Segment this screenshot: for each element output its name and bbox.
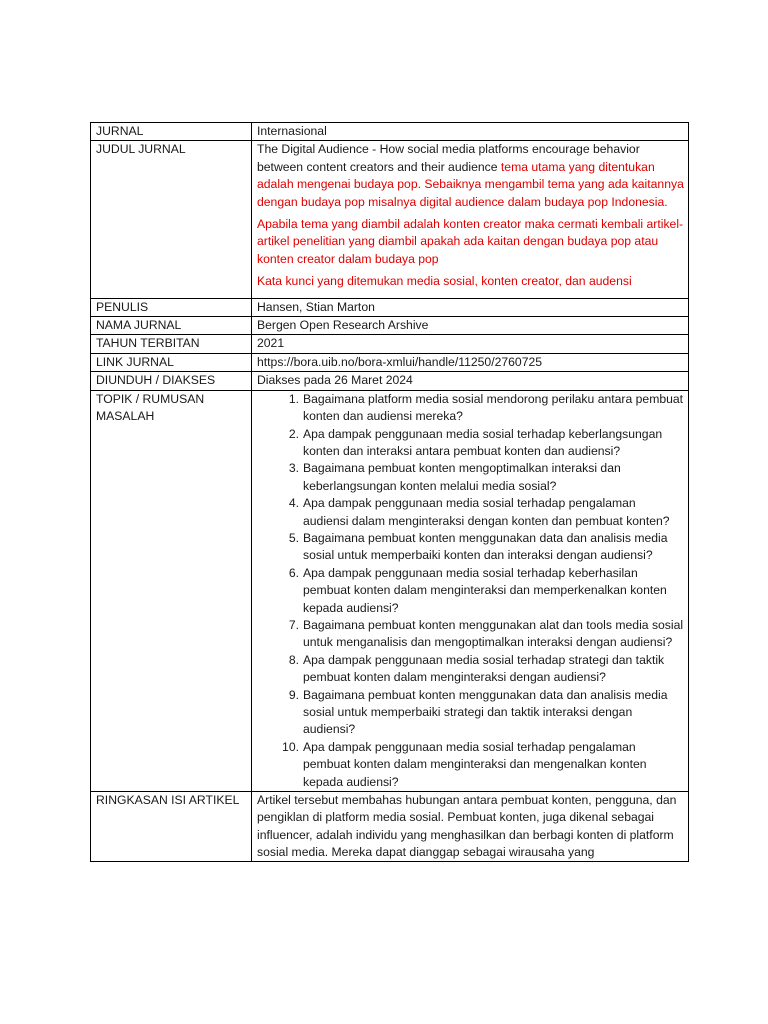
row-nama-jurnal: [91, 317, 689, 335]
reviewer-comment-3: Kata kunci yang ditemukan media sosial, konten creator, dan audensi: [257, 274, 632, 289]
journal-title-text: The Digital Audience - How social media platforms encourage behavior between content creators and their audience: [257, 142, 640, 174]
row-ringkasan-isi-artikel: [91, 792, 689, 862]
list-item-text: Apa dampak penggunaan media sosial terhadap keberlangsungan konten dan interaksi antara pembuat konten dan audiensi?: [303, 426, 663, 458]
row-penulis: [91, 298, 689, 316]
research-question-list: [257, 391, 684, 791]
list-item-number: 1.: [288, 391, 299, 406]
list-item: [257, 495, 684, 530]
list-item: [257, 391, 684, 426]
journal-review-table: [90, 122, 689, 862]
value-jurnal: Internasional: [252, 123, 689, 141]
list-item-text: Bagaimana pembuat konten menggunakan data dan analisis media sosial untuk memperbaiki strategi dan taktik interaksi dengan audiensi?: [303, 687, 668, 737]
value-tahun-terbitan: 2021: [252, 335, 689, 353]
reviewer-comment-2: Apabila tema yang diambil adalah konten creator maka cermati kembali artikel-artikel penelitian yang diambil apakah ada kaitan dengan budaya pop atau konten creator dalam budaya pop: [257, 217, 684, 266]
list-item-text: Bagaimana pembuat konten mengoptimalkan interaksi dan keberlangsungan konten melalui media sosial?: [303, 461, 621, 493]
label-nama-jurnal: NAMA JURNAL: [91, 317, 252, 335]
list-item-number: 2.: [288, 426, 299, 441]
list-item-text: Apa dampak penggunaan media sosial terhadap keberhasilan pembuat konten dalam menginteraksi dan memperkenalkan konten kepada audiensi?: [303, 565, 667, 615]
label-link-jurnal: LINK JURNAL: [91, 353, 252, 371]
list-item-text: Apa dampak penggunaan media sosial terhadap strategi dan taktik pembuat konten dalam menginteraksi dengan audiensi?: [303, 652, 665, 685]
list-item-text: Bagaimana pembuat konten menggunakan data dan analisis media sosial untuk memperbaiki konten dan interaksi dengan audiensi?: [303, 530, 668, 563]
value-judul-jurnal: [252, 141, 689, 298]
value-ringkasan-isi-artikel: [252, 792, 689, 862]
value-topik-rumusan-masalah: [252, 390, 689, 791]
reviewer-comment-1: tema utama yang ditentukan adalah mengenai budaya pop. Sebaiknya mengambil tema yang ada kaitannya dengan budaya pop misalnya digital audience dalam budaya pop Indonesia.: [257, 159, 684, 209]
list-item: [257, 460, 684, 495]
list-item: [257, 530, 684, 565]
list-item-number: 7.: [288, 617, 299, 632]
value-nama-jurnal: Bergen Open Research Arshive: [252, 317, 689, 335]
label-tahun-terbitan: TAHUN TERBITAN: [91, 335, 252, 353]
row-link-jurnal: [91, 353, 689, 371]
list-item-number: 4.: [288, 496, 299, 511]
row-topik-rumusan-masalah: [91, 390, 689, 791]
label-penulis: PENULIS: [91, 298, 252, 316]
label-ringkasan-isi-artikel: RINGKASAN ISI ARTIKEL: [91, 792, 252, 862]
label-judul-jurnal: JUDUL JURNAL: [91, 141, 252, 298]
list-item-number: 10.: [282, 739, 299, 754]
value-penulis: Hansen, Stian Marton: [252, 298, 689, 316]
label-topik-rumusan-masalah: TOPIK / RUMUSAN MASALAH: [91, 390, 252, 791]
summary-text: Artikel tersebut membahas hubungan antara pembuat konten, pengguna, dan pengiklan di platform media sosial. Pembuat konten, juga dikenal sebagai influencer, adalah individu yang menghasilkan dan berbagi konten di platform sosial media. Mereka dapat dianggap sebagai wirausaha yang: [257, 793, 677, 860]
list-item-number: 5.: [288, 530, 299, 545]
row-jurnal: [91, 123, 689, 141]
list-item-text: Bagaimana pembuat konten menggunakan alat dan tools media sosial untuk menganalisis dan mengoptimalkan interaksi dengan audiensi?: [303, 617, 684, 650]
list-item-number: 6.: [288, 565, 299, 580]
list-item-number: 3.: [288, 461, 299, 476]
list-item: [257, 687, 684, 739]
list-item: [257, 565, 684, 617]
label-jurnal: JURNAL: [91, 123, 252, 141]
judul-paragraph-1: [257, 141, 684, 211]
row-diunduh-diakses: [91, 372, 689, 390]
list-item-number: 8.: [288, 652, 299, 667]
list-item: [257, 739, 684, 791]
list-item: [257, 652, 684, 687]
list-item-number: 9.: [288, 687, 299, 702]
list-item-text: Apa dampak penggunaan media sosial terhadap pengalaman audiensi dalam menginteraksi dengan konten dan pembuat konten?: [303, 496, 670, 528]
list-item: [257, 617, 684, 652]
row-tahun-terbitan: [91, 335, 689, 353]
row-judul-jurnal: [91, 141, 689, 298]
list-item: [257, 426, 684, 461]
list-item-text: Bagaimana platform media sosial mendorong perilaku antara pembuat konten dan audiensi mereka?: [303, 391, 684, 424]
value-diunduh-diakses: Diakses pada 26 Maret 2024: [252, 372, 689, 390]
label-diunduh-diakses: DIUNDUH / DIAKSES: [91, 372, 252, 390]
value-link-jurnal: https://bora.uib.no/bora-xmlui/handle/11250/2760725: [252, 353, 689, 371]
list-item-text: Apa dampak penggunaan media sosial terhadap pengalaman pembuat konten dalam menginteraksi dan mengenalkan konten kepada audiensi?: [303, 739, 647, 789]
